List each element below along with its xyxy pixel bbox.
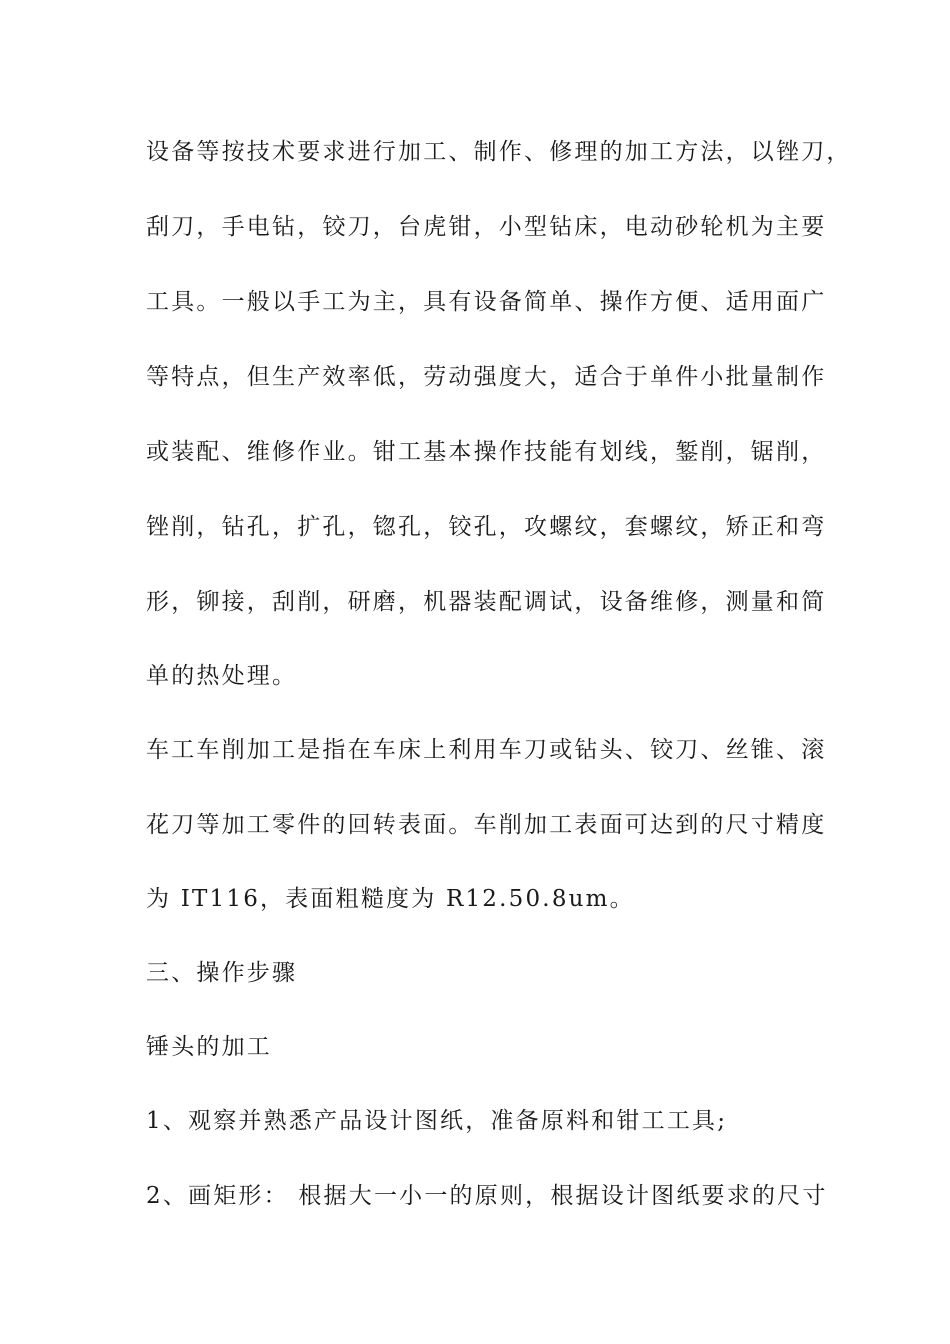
text-line: 或装配、维修作业。钳工基本操作技能有划线，錾削，锯削， [146,439,827,465]
section-heading: 三、操作步骤 [146,960,298,986]
text-line: 形，铆接，刮削，研磨，机器装配调试，设备维修，测量和简 [146,589,827,615]
text-line: 锉削，钻孔，扩孔，锪孔，铰孔，攻螺纹，套螺纹，矫正和弯 [146,514,827,540]
text-line: 单的热处理。 [146,663,298,689]
text-line: 等特点，但生产效率低，劳动强度大，适合于单件小批量制作 [146,364,827,390]
step-item: 2、画矩形： 根据大一小一的原则，根据设计图纸要求的尺寸 [146,1183,828,1209]
text-line: 为 IT116，表面粗糙度为 R12.50.8um。 [146,886,635,912]
text-line: 工具。一般以手工为主，具有设备简单、操作方便、适用面广 [146,289,827,315]
text-line: 刮刀，手电钻，铰刀，台虎钳，小型钻床，电动砂轮机为主要 [146,214,827,240]
text-line: 花刀等加工零件的回转表面。车削加工表面可达到的尺寸精度 [146,812,827,838]
step-item: 1、观察并熟悉产品设计图纸，准备原料和钳工工具; [146,1108,728,1134]
text-line: 车工车削加工是指在车床上利用车刀或钻头、铰刀、丝锥、滚 [146,737,827,763]
subsection-heading: 锤头的加工 [146,1034,272,1060]
text-line: 设备等按技术要求进行加工、制作、修理的加工方法，以锉刀， [146,139,852,165]
